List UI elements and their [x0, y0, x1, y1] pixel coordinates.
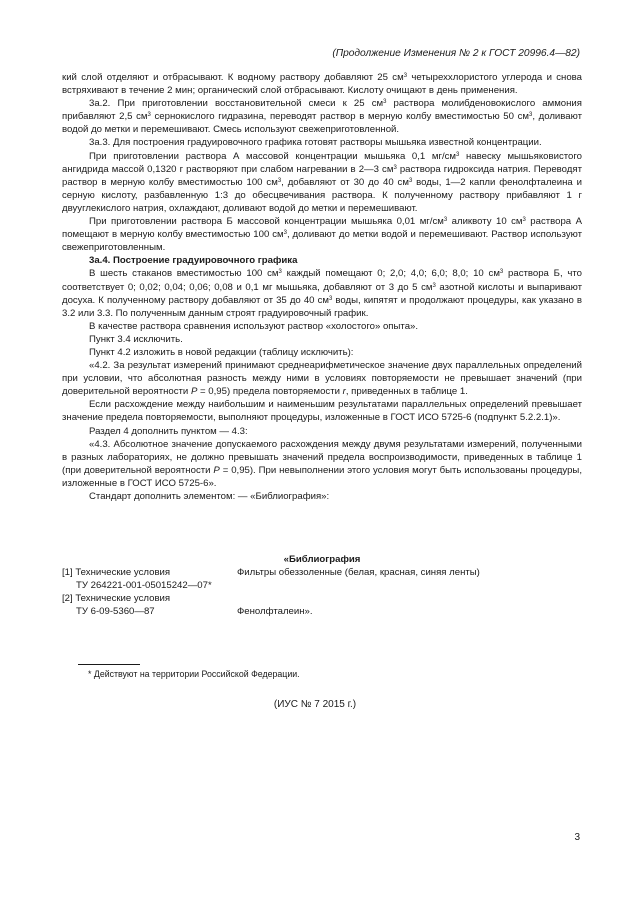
footnote-divider [78, 664, 140, 665]
bibliography-desc: Фенолфталеин». [237, 606, 313, 618]
bibliography-code: ТУ 264221-001-05015242—07* [76, 580, 212, 592]
paragraph-solution-a: При приготовлении раствора А массовой концентрации мышьяка 0,1 $мг/см^3$ навеску мышьяковистого ангидрида массой 0,1320 г растворяют при слабом нагревании в 2—3 $см^3$ раствора гидроксида натрия. Переводят раствор в мерную колбу вместимостью 100 $см^3$, добавляют от 30 до 40 $см^3$ воды, 1—2 капли фенолфталеина и серную кислоту, разбавленную 1:3 до обесцвечивания раствора. К полученному раствору прибавляют 1 г двууглекислого натрия, охлаждают, доливают водой до метки и перемешивают. [62, 150, 582, 214]
paragraph-reference-solution: В качестве раствора сравнения используют раствор «холостого» опыта». [89, 320, 419, 332]
page-number: 3 [574, 832, 580, 843]
paragraph-4-3: «4.3. Абсолютное значение допускаемого расхождения между двумя результатами измерений, полученными в разных лабораториях, не должно превышать значений предела воспроизводимости, приведенных в таблице 1 (при доверительной вероятности P = 0,95). При невыполнении этого условия могут быть использованы процедуры, изложенные в ГОСТ ИСО 5725-6». [62, 438, 582, 489]
bibliography-entry [62, 592, 582, 618]
page-header: (Продолжение Изменения № 2 к ГОСТ 20996.4—82) [332, 48, 580, 59]
bibliography-entry [62, 566, 582, 592]
paragraph-discrepancy: Если расхождение между наибольшим и наименьшим результатами параллельных определений превышает значение предела повторяемости, выполняют процедуры, изложенные в ГОСТ ИСО 5725-6 (подпункт 5.2.2.1)». [62, 399, 582, 424]
paragraph-3a2: 3а.2. При приготовлении восстановительной смеси к 25 $см^3$ раствора молибденовокислого аммония прибавляют 2,5 $см^3$ сернокислого гидразина, переводят раствор в мерную колбу вместимостью 50 $см^3$, доливают водой до метки и перемешивают. Смесь используют свежеприготовленной. [62, 98, 582, 136]
paragraph-4-2-new: Пункт 4.2 изложить в новой редакции (таблицу исключить): [89, 346, 354, 358]
paragraph-4-2: «4.2. За результат измерений принимают среднеарифметическое значение двух параллельных определений при условии, что абсолютная разность между ними в условиях повторяемости не превышает значений (при доверительной вероятности P = 0,95) предела повторяемости r, приведенных в таблице 1. [62, 360, 582, 398]
paragraph-add-bibliography: Стандарт дополнить элементом: — «Библиография»: [89, 491, 330, 502]
bibliography-code: ТУ 6-09-5360—87 [76, 606, 155, 618]
bibliography-title: «Библиография [283, 554, 361, 565]
bibliography-desc: Фильтры обеззоленные (белая, красная, синяя ленты) [237, 567, 480, 579]
document-body [62, 71, 582, 503]
paragraph-3a3: 3а.3. Для построения градуировочного графика готовят растворы мышьяка известной концентрации. [89, 137, 542, 149]
section-heading-3a4: 3а.4. Построение градуировочного графика [89, 255, 298, 267]
paragraph-exclude-3-4: Пункт 3.4 исключить. [89, 333, 183, 345]
ius-reference: (ИУС № 7 2015 г.) [273, 699, 357, 710]
bibliography-ref: [1] Технические условия [62, 567, 171, 579]
paragraph-section-4: Раздел 4 дополнить пунктом — 4.3: [89, 425, 248, 437]
paragraph: кий слой отделяют и отбрасывают. К водному раствору добавляют 25 $см^3$ четыреххлористого углерода и снова встряхивают в течение 2 мин; органический слой отбрасывают. Кислоту очищают в день применения. [62, 72, 583, 97]
paragraph-calibration: В шесть стаканов вместимостью 100 $см^3$ каждый помещают 0; 2,0; 4,0; 6,0; 8,0; 10 $см^3$ раствора Б, что соответствует 0; 0,02; 0,04; 0,06; 0,08 и 0,1 мг мышьяка, добавляют от 3 до 5 $см^3$ азотной кислоты и выпаривают досуха. К полученному раствору добавляют от 35 до 40 $см^3$ воды, кипятят и продолжают процедуры, как указано в 3.2 или 3.3. По полученным данным строят градуировочный график. [62, 268, 582, 319]
bibliography [62, 553, 582, 618]
footnote: * Действуют на территории Российской Федерации. [88, 669, 300, 679]
bibliography-ref: [2] Технические условия [62, 593, 171, 605]
paragraph-solution-b: При приготовлении раствора Б массовой концентрации мышьяка 0,01 $мг/см^3$ аликвоту 10 $см^3$ раствора А помещают в мерную колбу вместимостью 100 $см^3$, доливают до метки водой и перемешивают. Раствор используют свежеприготовленным. [62, 216, 582, 254]
